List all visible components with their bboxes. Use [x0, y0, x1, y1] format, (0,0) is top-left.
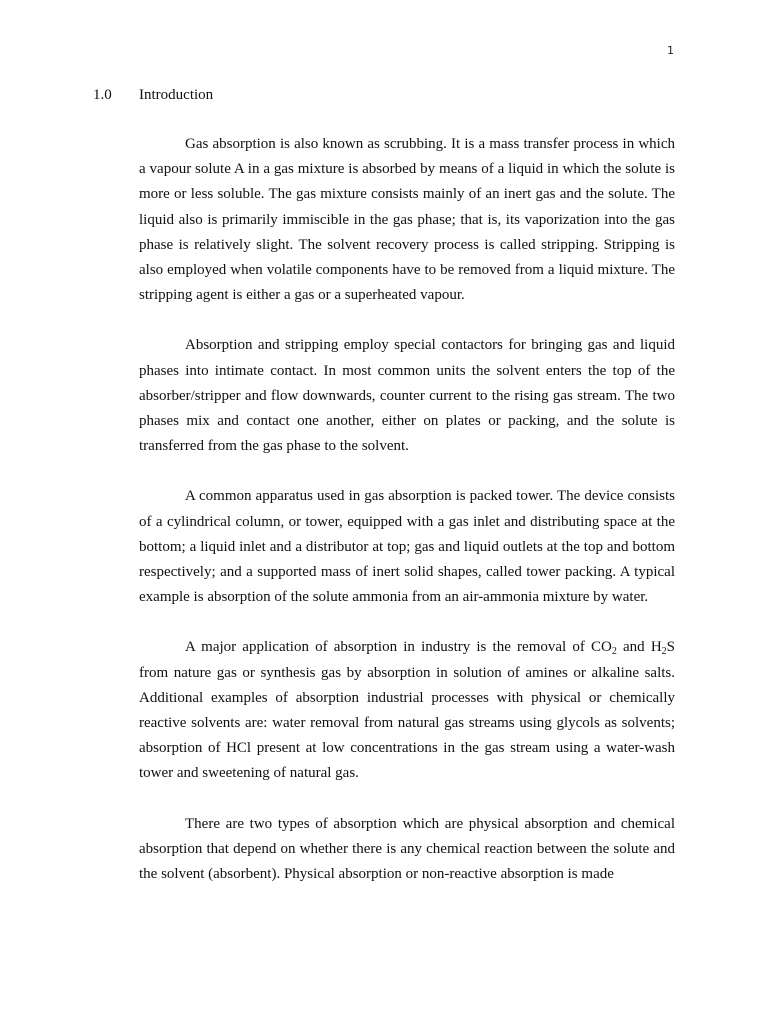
- text-run: S from nature gas or synthesis gas by absorption in solution of amines or alkaline salts. Additional examples of absorption industrial processes with physical or chemically reactive solvents are: water removal from natural gas streams using glycols as solvents; absorption of HCl present at low concentrations in the gas stream using a water-wash tower and sweetening of natural gas.: [139, 639, 675, 782]
- body-text: [139, 132, 675, 912]
- subscript: 2: [611, 646, 617, 658]
- text-run: A major application of absorption in industry is the removal of CO: [185, 639, 612, 656]
- paragraph-gas-absorption-definition: Gas absorption is also known as scrubbing. It is a mass transfer process in which a vapour solute A in a gas mixture is absorbed by means of a liquid in which the solute is more or less soluble. The gas mixture consists mainly of an inert gas and the solute. The liquid also is primarily immiscible in the gas phase; that is, its vaporization into the gas phase is relatively slight. The solvent recovery process is called stripping. Stripping is also employed when volatile components have to be removed from a liquid mixture. The stripping agent is either a gas or a superheated vapour.: [139, 136, 675, 304]
- section-number: 1.0: [93, 87, 112, 103]
- paragraph-contactors: Absorption and stripping employ special contactors for bringing gas and liquid phases into intimate contact. In most common units the solvent enters the top of the absorber/stripper and flow downwards, counter current to the rising gas stream. The two phases mix and contact one another, either on plates or packing, and the solute is transferred from the gas phase to the solvent.: [139, 337, 675, 455]
- paragraph-industrial-applications: [139, 635, 675, 786]
- page-number: 1: [667, 44, 674, 57]
- paragraph-absorption-types: There are two types of absorption which are physical absorption and chemical absorption that depend on whether there is any chemical reaction between the solute and the solvent (absorbent). Physical absorption or non-reactive absorption is made: [139, 815, 675, 883]
- text-run: and H: [616, 639, 662, 656]
- subscript: 2: [661, 646, 667, 658]
- section-title: Introduction: [139, 87, 214, 103]
- section-heading: [93, 86, 393, 104]
- paragraph-packed-tower: A common apparatus used in gas absorption is packed tower. The device consists of a cylindrical column, or tower, equipped with a gas inlet and distributing space at the bottom; a liquid inlet and a distributor at top; gas and liquid outlets at the top and bottom respectively; and a supported mass of inert solid shapes, called tower packing. A typical example is absorption of the solute ammonia from an air-ammonia mixture by water.: [139, 488, 675, 606]
